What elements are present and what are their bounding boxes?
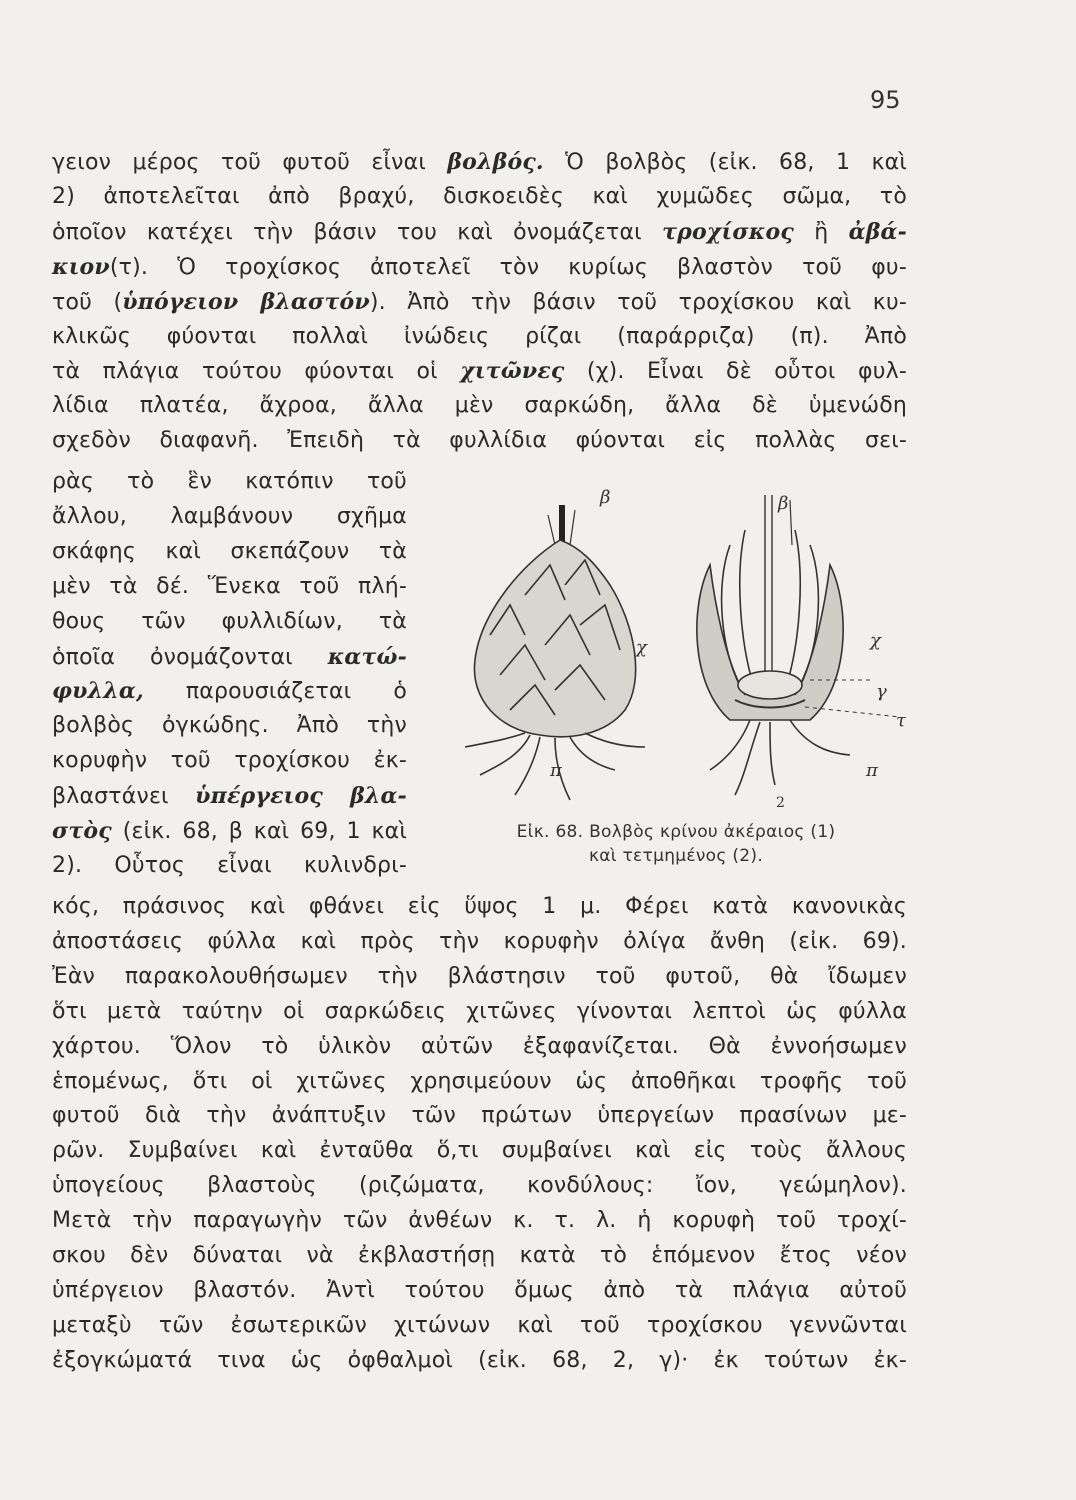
term-emphasis: ἀβά- xyxy=(848,218,908,245)
text-line xyxy=(52,1207,907,1235)
text-line xyxy=(52,288,907,317)
text-span: χάρτου. Ὅλον τὸ ὑλικὸν αὐτῶν ἐξαφανίζεται. Θὰ ἐννοήσωμεν xyxy=(52,1033,907,1059)
figure-caption xyxy=(441,820,911,868)
text-span: ἄλλου, λαμβάνουν σχῆμα xyxy=(52,503,407,529)
text-span: παρουσιάζεται ὁ xyxy=(143,679,407,705)
lily-bulb-illustration xyxy=(430,485,910,825)
text-line xyxy=(52,677,407,706)
label-pi-1: π xyxy=(550,760,562,781)
text-line xyxy=(52,323,907,351)
text-line xyxy=(52,538,407,566)
text-line xyxy=(52,1102,907,1130)
text-span: (εἰκ. 68, β καὶ 69, 1 καὶ xyxy=(111,819,407,844)
term-emphasis: χιτῶνες xyxy=(460,358,565,385)
text-span: μεταξὺ τῶν ἐσωτερικῶν χιτώνων καὶ τοῦ τροχίσκου γεννῶνται xyxy=(52,1312,907,1338)
label-beta-2: β xyxy=(778,493,789,514)
text-line xyxy=(52,1347,907,1375)
text-span: ὑπέργειον βλαστόν. Ἀντὶ τούτου ὅμως ἀπὸ τὰ πλάγια αὐτοῦ xyxy=(52,1277,907,1303)
text-line xyxy=(52,1172,907,1200)
whole-bulb-drawing xyxy=(465,505,645,800)
text-line xyxy=(52,148,907,177)
term-emphasis: στὸς xyxy=(52,818,112,844)
text-span: κλικῶς φύονται πολλαὶ ἰνώδεις ρίζαι (παράρριζα) (π). Ἀπὸ xyxy=(52,323,907,349)
label-tau: τ xyxy=(896,710,906,731)
text-span: Ὁ βολβὸς (εἰκ. 68, 1 καὶ xyxy=(543,150,907,175)
text-span: θους τῶν φυλλιδίων, τὰ xyxy=(52,608,407,634)
text-span: 2). Οὗτος εἶναι κυλινδρι- xyxy=(52,852,407,878)
text-line xyxy=(52,893,907,921)
page-number: 95 xyxy=(870,86,901,114)
term-emphasis: ὑπόγειον βλαστόν xyxy=(122,288,370,315)
text-span: κορυφὴν τοῦ τροχίσκου ἐκ- xyxy=(52,748,407,774)
text-line xyxy=(52,573,407,601)
text-span: τοῦ ( xyxy=(52,289,123,315)
text-line xyxy=(52,643,407,672)
text-line xyxy=(52,427,907,455)
text-line xyxy=(52,1068,907,1096)
text-span: ἐξογκώματά τινα ὡς ὀφθαλμοὶ (εἰκ. 68, 2, γ)· ἐκ τούτων ἐκ- xyxy=(52,1347,907,1373)
text-span: ἢ xyxy=(793,219,849,245)
text-span: (τ). Ὁ τροχίσκος ἀποτελεῖ τὸν κυρίως βλαστὸν τοῦ φυ- xyxy=(109,254,907,280)
text-span: φυτοῦ διὰ τὴν ἀνάπτυξιν τῶν πρώτων ὑπεργείων πρασίνων με- xyxy=(52,1103,907,1129)
text-span: ὁποῖα ὀνομάζονται xyxy=(52,644,328,670)
text-span: βλαστάνει xyxy=(52,784,196,810)
text-span: ἑπομένως, ὅτι οἱ χιτῶνες χρησιμεύουν ὡς ἀποθῆκαι τροφῆς τοῦ xyxy=(52,1068,907,1094)
text-line xyxy=(52,183,907,211)
text-span: βολβὸς ὀγκώδης. Ἀπὸ τὴν xyxy=(52,713,407,739)
text-span: μὲν τὰ δέ. Ἕνεκα τοῦ πλή- xyxy=(52,573,407,599)
caption-line-1: Εἰκ. 68. Βολβὸς κρίνου ἀκέραιος (1) xyxy=(516,822,836,842)
text-line xyxy=(52,608,407,636)
term-emphasis: τροχίσκος xyxy=(662,218,794,245)
text-span: τὰ πλάγια τούτου φύονται οἱ xyxy=(52,359,461,385)
caption-line-2: καὶ τετμημένος (2). xyxy=(588,846,764,866)
text-span: κός, πράσινος καὶ φθάνει εἰς ὕψος 1 μ. Φέρει κατὰ κανονικὰς xyxy=(52,894,907,919)
text-span: ὅτι μετὰ ταύτην οἱ σαρκώδεις χιτῶνες γίνονται λεπτοὶ ὡς φύλλα xyxy=(52,998,907,1024)
text-line xyxy=(52,1242,907,1270)
term-emphasis: φυλλα, xyxy=(52,678,144,705)
text-line xyxy=(52,357,907,386)
text-span: (χ). Εἶναι δὲ οὗτοι φυλ- xyxy=(564,359,907,385)
term-emphasis: κιον xyxy=(52,253,110,280)
text-line xyxy=(52,712,407,740)
text-line xyxy=(52,1312,907,1340)
text-line xyxy=(52,998,907,1026)
text-span: ). Ἀπὸ τὴν βάσιν τοῦ τροχίσκου καὶ κυ- xyxy=(369,289,908,315)
label-pi-2: π xyxy=(866,760,878,781)
label-chi-2: χ xyxy=(870,630,881,651)
term-emphasis: βολβός. xyxy=(447,149,544,175)
text-span: γειον μέρος τοῦ φυτοῦ εἶναι xyxy=(52,150,448,175)
text-span: 2) ἀποτελεῖται ἀπὸ βραχύ, δισκοειδὲς καὶ χυμῶδες σῶμα, τὸ xyxy=(52,183,907,209)
text-line xyxy=(52,782,407,811)
term-emphasis: ὑπέργειος βλα- xyxy=(195,783,408,810)
text-span: Ἐὰν παρακολουθήσωμεν τὴν βλάστησιν τοῦ φυτοῦ, θὰ ἴδωμεν xyxy=(52,963,907,989)
text-span: σχεδὸν διαφανῆ. Ἐπειδὴ τὰ φυλλίδια φύονται εἰς πολλὰς σει- xyxy=(52,428,907,454)
text-line xyxy=(52,1277,907,1305)
text-span: ρῶν. Συμβαίνει καὶ ἐνταῦθα ὅ,τι συμβαίνει καὶ εἰς τοὺς ἄλλους xyxy=(52,1138,907,1164)
text-line xyxy=(52,747,407,775)
term-emphasis: κατώ- xyxy=(327,643,407,670)
text-line xyxy=(52,817,407,846)
text-line xyxy=(52,503,407,531)
text-span: ὑπογείους βλαστοὺς (ριζώματα, κονδύλους: ἴον, γεώμηλον). xyxy=(52,1173,907,1199)
text-line xyxy=(52,1033,907,1061)
text-span: ὁποῖον κατέχει τὴν βάσιν του καὶ ὀνομάζεται xyxy=(52,219,663,245)
text-span: Μετὰ τὴν παραγωγὴν τῶν ἀνθέων κ. τ. λ. ἡ κορυφὴ τοῦ τροχί- xyxy=(52,1208,907,1234)
text-span: ἀποστάσεις φύλλα καὶ πρὸς τὴν κορυφὴν ὀλίγα ἄνθη (εἰκ. 69). xyxy=(52,928,907,954)
label-chi-1: χ xyxy=(636,637,647,658)
text-line xyxy=(52,468,407,496)
figure-68 xyxy=(430,485,910,875)
label-gamma: γ xyxy=(876,681,887,702)
text-line xyxy=(52,852,407,880)
text-span: λίδια πλατέα, ἄχροα, ἄλλα μὲν σαρκώδη, ἄλλα δὲ ὑμενώδη xyxy=(52,393,907,419)
label-number-2: 2 xyxy=(776,795,785,811)
label-beta-1: β xyxy=(600,487,611,508)
text-line xyxy=(52,963,907,991)
text-span: σκου δὲν δύναται νὰ ἐκβλαστήσῃ κατὰ τὸ ἑπόμενον ἔτος νέον xyxy=(52,1243,907,1268)
text-line xyxy=(52,218,907,247)
text-line xyxy=(52,253,907,282)
text-span: ρὰς τὸ ἓν κατόπιν τοῦ xyxy=(52,469,407,494)
text-span: σκάφης καὶ σκεπάζουν τὰ xyxy=(52,538,407,564)
text-line xyxy=(52,928,907,956)
text-line xyxy=(52,392,907,420)
text-line xyxy=(52,1137,907,1165)
